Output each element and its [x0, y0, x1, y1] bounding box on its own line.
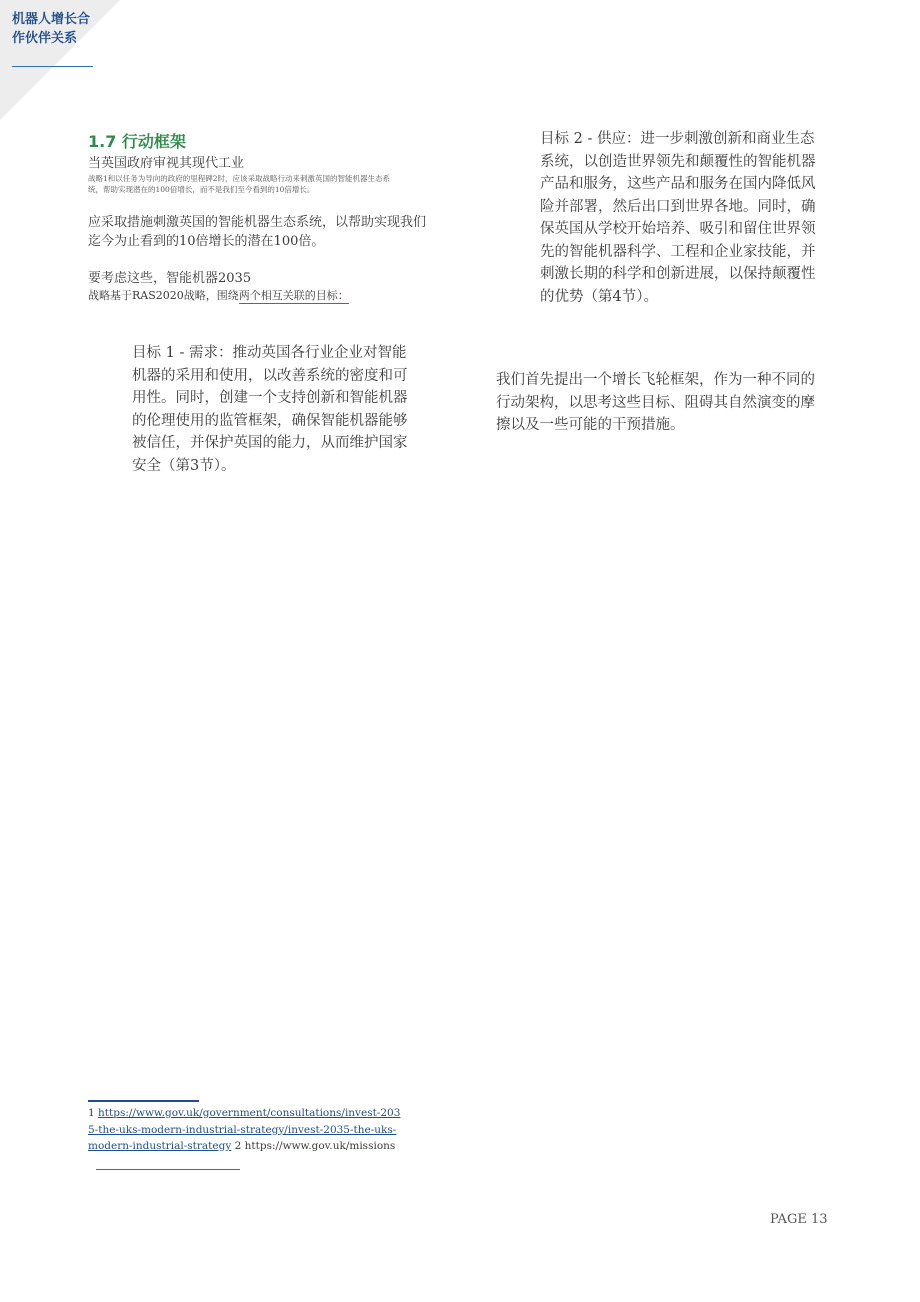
- goal-1-paragraph: 目标 1 - 需求：推动英国各行业企业对智能机器的采用和使用，以改善系统的密度和可用性。同时，创建一个支持创新和智能机器的伦理使用的监管框架，确保智能机器能够被信任，并保护英国的能力，从而维护国家安全（第3节）。: [132, 345, 408, 474]
- intro-body: 应采取措施刺激英国的智能机器生态系统，以帮助实现我们迄今为止看到的10倍增长的潜在100倍。: [88, 215, 427, 249]
- goal-2-paragraph: 目标 2 - 供应：进一步刺激创新和商业生态系统，以创造世界领先和颠覆性的智能机器产品和服务，这些产品和服务在国内降低风险并部署，然后出口到世界各地。同时，确保英国从学校开始培养、吸引和留住世界领先的智能机器科学、工程和企业家技能，并刺激长期的科学和创新进展，以保持颠覆性的优势（第4节）。: [540, 131, 816, 305]
- page-number: PAGE 13: [770, 1212, 828, 1227]
- footnote-tail-line: [96, 1169, 240, 1170]
- footnotes: [88, 1105, 403, 1155]
- footnote-rule: [88, 1100, 199, 1102]
- footnote-2-link[interactable]: https://www.gov.uk/missions: [244, 1140, 396, 1152]
- footnote-1-label: 1: [88, 1107, 95, 1119]
- consider-line: 要考虑这些，智能机器2035: [88, 271, 252, 286]
- footnote-1-link[interactable]: https://www.gov.uk/government/consultations/invest-2035-the-uks-modern-industrial-strategy/invest-2035-the-uks-modern-industrial-strategy: [88, 1107, 401, 1152]
- consider-line-2: [88, 286, 408, 305]
- footnote-2-label: 2: [234, 1140, 242, 1152]
- flywheel-paragraph: 我们首先提出一个增长飞轮框架，作为一种不同的行动架构，以思考这些目标、阻碍其自然演变的摩擦以及一些可能的干预措施。: [496, 372, 815, 433]
- section-heading: 1.7 行动框架: [88, 132, 186, 151]
- title-underline: [12, 66, 93, 67]
- goals-link[interactable]: 两个相互关联的目标：: [238, 289, 349, 302]
- intro-fine-print: 战略1和以任务为导向的政府的里程碑2时，应该采取战略行动来刺激英国的智能机器生态系统，帮助实现潜在的100倍增长，而不是我们至今看到的10倍增长。: [88, 174, 391, 194]
- intro-lead: 当英国政府审视其现代工业: [88, 156, 245, 171]
- consider-prefix: 战略基于RAS2020战略，围绕: [88, 289, 239, 302]
- document-title: 机器人增长合作伙伴关系: [12, 12, 91, 46]
